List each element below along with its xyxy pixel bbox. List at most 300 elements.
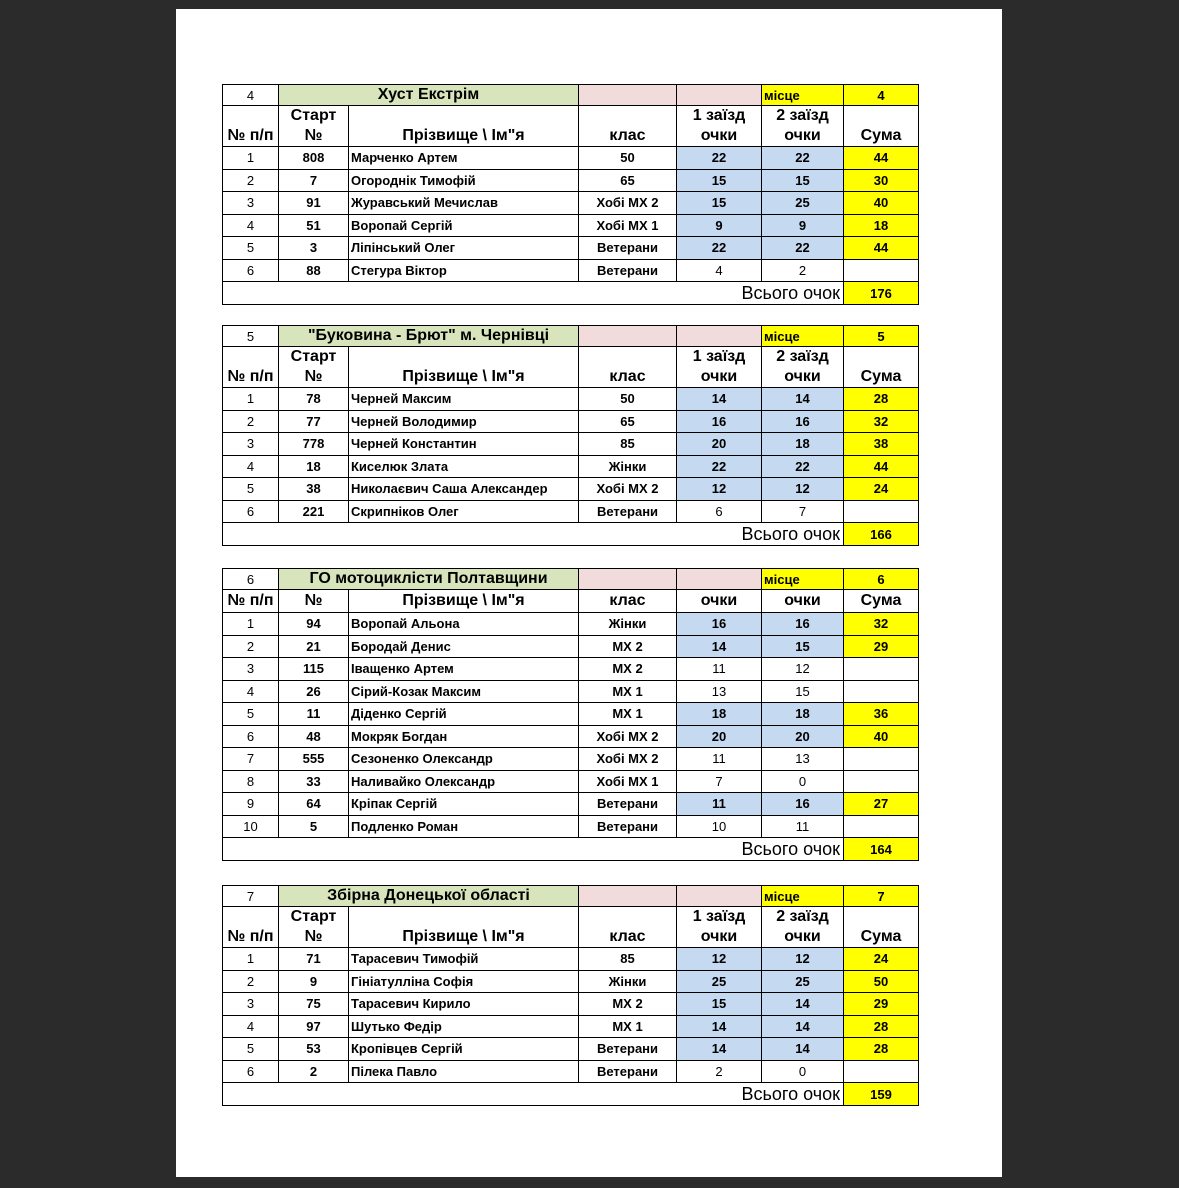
team-table bbox=[222, 84, 919, 305]
place-label: місце bbox=[762, 569, 844, 590]
start-number: 48 bbox=[279, 725, 349, 748]
start-number: 3 bbox=[279, 237, 349, 260]
col-header-idx: № п/п bbox=[223, 590, 279, 613]
total-row bbox=[223, 282, 919, 305]
rider-name: Діденко Сергій bbox=[349, 703, 579, 726]
rider-class: 50 bbox=[579, 388, 677, 411]
table-row bbox=[223, 680, 919, 703]
col-header-run1: 1 заїзд очки bbox=[677, 347, 762, 388]
column-header-row bbox=[223, 106, 919, 147]
start-number: 2 bbox=[279, 1060, 349, 1083]
sum-points: 40 bbox=[844, 725, 919, 748]
run1-points: 6 bbox=[677, 500, 762, 523]
row-index: 7 bbox=[223, 748, 279, 771]
col-header-run2: 2 заїзд очки bbox=[762, 106, 844, 147]
run1-points: 2 bbox=[677, 1060, 762, 1083]
table-row bbox=[223, 613, 919, 636]
rider-class: Хобі МХ 2 bbox=[579, 725, 677, 748]
col-header-run1: очки bbox=[677, 590, 762, 613]
table-row bbox=[223, 1038, 919, 1061]
run1-points: 9 bbox=[677, 214, 762, 237]
rider-name: Киселюк Злата bbox=[349, 455, 579, 478]
team-name: Хуст Екстрім bbox=[279, 85, 579, 106]
table-row bbox=[223, 478, 919, 501]
team-name: Збірна Донецької області bbox=[279, 886, 579, 907]
run1-points: 20 bbox=[677, 433, 762, 456]
document-page bbox=[176, 9, 1002, 1177]
start-number: 71 bbox=[279, 948, 349, 971]
rider-name: Наливайко Олександр bbox=[349, 770, 579, 793]
sum-points bbox=[844, 658, 919, 681]
start-number: 88 bbox=[279, 259, 349, 282]
rider-name: Кріпак Сергій bbox=[349, 793, 579, 816]
table-row bbox=[223, 237, 919, 260]
row-index: 2 bbox=[223, 169, 279, 192]
column-header-row bbox=[223, 590, 919, 613]
pink-cell bbox=[579, 886, 677, 907]
run1-points: 14 bbox=[677, 635, 762, 658]
run1-points: 22 bbox=[677, 455, 762, 478]
sum-points bbox=[844, 770, 919, 793]
start-number: 115 bbox=[279, 658, 349, 681]
rider-class: Жінки bbox=[579, 970, 677, 993]
rider-name: Черней Константин bbox=[349, 433, 579, 456]
rider-class: МХ 2 bbox=[579, 635, 677, 658]
rider-class: МХ 2 bbox=[579, 658, 677, 681]
table-row bbox=[223, 815, 919, 838]
rider-class: МХ 1 bbox=[579, 680, 677, 703]
total-value: 159 bbox=[844, 1083, 919, 1106]
row-index: 4 bbox=[223, 680, 279, 703]
total-value: 166 bbox=[844, 523, 919, 546]
sum-points: 32 bbox=[844, 613, 919, 636]
sum-points: 27 bbox=[844, 793, 919, 816]
rider-class: МХ 2 bbox=[579, 993, 677, 1016]
col-header-start: № bbox=[279, 590, 349, 613]
table-row bbox=[223, 388, 919, 411]
pink-cell bbox=[579, 326, 677, 347]
place-value: 7 bbox=[844, 886, 919, 907]
rider-class: 65 bbox=[579, 410, 677, 433]
run1-points: 11 bbox=[677, 748, 762, 771]
table-row bbox=[223, 169, 919, 192]
table-row bbox=[223, 214, 919, 237]
rider-name: Тарасевич Кирило bbox=[349, 993, 579, 1016]
rider-class: Жінки bbox=[579, 455, 677, 478]
team-number: 5 bbox=[223, 326, 279, 347]
run2-points: 25 bbox=[762, 192, 844, 215]
rider-class: Ветерани bbox=[579, 500, 677, 523]
team-name: "Буковина - Брют" м. Чернівці bbox=[279, 326, 579, 347]
row-index: 2 bbox=[223, 970, 279, 993]
run1-points: 10 bbox=[677, 815, 762, 838]
start-number: 97 bbox=[279, 1015, 349, 1038]
rider-name: Іващенко Артем bbox=[349, 658, 579, 681]
rider-name: Тарасевич Тимофій bbox=[349, 948, 579, 971]
start-number: 64 bbox=[279, 793, 349, 816]
run1-points: 13 bbox=[677, 680, 762, 703]
run1-points: 16 bbox=[677, 613, 762, 636]
team-name: ГО мотоциклісти Полтавщини bbox=[279, 569, 579, 590]
table-row bbox=[223, 993, 919, 1016]
run1-points: 11 bbox=[677, 793, 762, 816]
row-index: 5 bbox=[223, 478, 279, 501]
col-header-name: Прізвище \ Ім"я bbox=[349, 907, 579, 948]
rider-name: Стегура Віктор bbox=[349, 259, 579, 282]
pink-cell bbox=[677, 886, 762, 907]
start-number: 51 bbox=[279, 214, 349, 237]
rider-class: 85 bbox=[579, 433, 677, 456]
rider-class: Хобі МХ 2 bbox=[579, 748, 677, 771]
total-value: 176 bbox=[844, 282, 919, 305]
run2-points: 2 bbox=[762, 259, 844, 282]
run1-points: 14 bbox=[677, 388, 762, 411]
table-row bbox=[223, 703, 919, 726]
place-label: місце bbox=[762, 326, 844, 347]
sum-points: 28 bbox=[844, 388, 919, 411]
sum-points: 36 bbox=[844, 703, 919, 726]
rider-name: Кропівцев Сергій bbox=[349, 1038, 579, 1061]
start-number: 18 bbox=[279, 455, 349, 478]
rider-class: Ветерани bbox=[579, 1038, 677, 1061]
rider-name: Бородай Денис bbox=[349, 635, 579, 658]
run2-points: 15 bbox=[762, 680, 844, 703]
table-row bbox=[223, 455, 919, 478]
run2-points: 9 bbox=[762, 214, 844, 237]
team-header-row bbox=[223, 569, 919, 590]
run2-points: 15 bbox=[762, 169, 844, 192]
table-row bbox=[223, 635, 919, 658]
table-row bbox=[223, 1060, 919, 1083]
col-header-name: Прізвище \ Ім"я bbox=[349, 347, 579, 388]
row-index: 5 bbox=[223, 703, 279, 726]
table-row bbox=[223, 770, 919, 793]
sum-points: 28 bbox=[844, 1038, 919, 1061]
total-label: Всього очок bbox=[223, 523, 844, 546]
rider-class: Хобі МХ 2 bbox=[579, 478, 677, 501]
rider-class: МХ 1 bbox=[579, 703, 677, 726]
start-number: 78 bbox=[279, 388, 349, 411]
row-index: 1 bbox=[223, 613, 279, 636]
col-header-class: клас bbox=[579, 106, 677, 147]
rider-name: Черней Максим bbox=[349, 388, 579, 411]
team-table bbox=[222, 885, 919, 1106]
sum-points: 44 bbox=[844, 237, 919, 260]
run2-points: 13 bbox=[762, 748, 844, 771]
row-index: 5 bbox=[223, 1038, 279, 1061]
sum-points: 24 bbox=[844, 478, 919, 501]
rider-name: Воропай Альона bbox=[349, 613, 579, 636]
row-index: 4 bbox=[223, 214, 279, 237]
row-index: 1 bbox=[223, 948, 279, 971]
row-index: 1 bbox=[223, 147, 279, 170]
run1-points: 15 bbox=[677, 192, 762, 215]
rider-class: 85 bbox=[579, 948, 677, 971]
team-number: 4 bbox=[223, 85, 279, 106]
col-header-start: Старт № bbox=[279, 347, 349, 388]
col-header-start: Старт № bbox=[279, 907, 349, 948]
total-row bbox=[223, 1083, 919, 1106]
table-row bbox=[223, 500, 919, 523]
rider-class: Ветерани bbox=[579, 815, 677, 838]
row-index: 4 bbox=[223, 1015, 279, 1038]
row-index: 6 bbox=[223, 725, 279, 748]
sum-points: 38 bbox=[844, 433, 919, 456]
start-number: 778 bbox=[279, 433, 349, 456]
sum-points: 40 bbox=[844, 192, 919, 215]
rider-class: 50 bbox=[579, 147, 677, 170]
table-row bbox=[223, 192, 919, 215]
run1-points: 7 bbox=[677, 770, 762, 793]
run1-points: 22 bbox=[677, 237, 762, 260]
total-label: Всього очок bbox=[223, 282, 844, 305]
row-index: 5 bbox=[223, 237, 279, 260]
col-header-start: Старт № bbox=[279, 106, 349, 147]
run2-points: 16 bbox=[762, 793, 844, 816]
row-index: 3 bbox=[223, 433, 279, 456]
table-row bbox=[223, 147, 919, 170]
rider-class: Ветерани bbox=[579, 237, 677, 260]
sum-points bbox=[844, 1060, 919, 1083]
pink-cell bbox=[677, 326, 762, 347]
total-row bbox=[223, 523, 919, 546]
run2-points: 0 bbox=[762, 770, 844, 793]
rider-class: Хобі МХ 2 bbox=[579, 192, 677, 215]
row-index: 2 bbox=[223, 635, 279, 658]
run1-points: 14 bbox=[677, 1038, 762, 1061]
rider-name: Марченко Артем bbox=[349, 147, 579, 170]
run2-points: 22 bbox=[762, 237, 844, 260]
row-index: 3 bbox=[223, 192, 279, 215]
rider-class: Ветерани bbox=[579, 259, 677, 282]
run2-points: 14 bbox=[762, 388, 844, 411]
sum-points: 18 bbox=[844, 214, 919, 237]
col-header-class: клас bbox=[579, 907, 677, 948]
table-row bbox=[223, 948, 919, 971]
total-value: 164 bbox=[844, 838, 919, 861]
rider-class: Хобі МХ 1 bbox=[579, 214, 677, 237]
col-header-sum: Сума bbox=[844, 590, 919, 613]
row-index: 10 bbox=[223, 815, 279, 838]
team-header-row bbox=[223, 886, 919, 907]
row-index: 1 bbox=[223, 388, 279, 411]
table-row bbox=[223, 725, 919, 748]
place-value: 4 bbox=[844, 85, 919, 106]
run1-points: 12 bbox=[677, 478, 762, 501]
run2-points: 22 bbox=[762, 147, 844, 170]
run2-points: 18 bbox=[762, 433, 844, 456]
column-header-row bbox=[223, 907, 919, 948]
col-header-run1: 1 заїзд очки bbox=[677, 106, 762, 147]
rider-name: Николаєвич Саша Александер bbox=[349, 478, 579, 501]
col-header-sum: Сума bbox=[844, 106, 919, 147]
start-number: 21 bbox=[279, 635, 349, 658]
sum-points bbox=[844, 680, 919, 703]
rider-name: Подленко Роман bbox=[349, 815, 579, 838]
row-index: 6 bbox=[223, 259, 279, 282]
rider-name: Скрипніков Олег bbox=[349, 500, 579, 523]
sum-points bbox=[844, 815, 919, 838]
table-row bbox=[223, 410, 919, 433]
rider-class: 65 bbox=[579, 169, 677, 192]
start-number: 38 bbox=[279, 478, 349, 501]
rider-name: Шутько Федір bbox=[349, 1015, 579, 1038]
start-number: 5 bbox=[279, 815, 349, 838]
sum-points bbox=[844, 500, 919, 523]
sum-points: 32 bbox=[844, 410, 919, 433]
start-number: 9 bbox=[279, 970, 349, 993]
run2-points: 20 bbox=[762, 725, 844, 748]
run2-points: 14 bbox=[762, 1038, 844, 1061]
run2-points: 14 bbox=[762, 1015, 844, 1038]
sum-points: 50 bbox=[844, 970, 919, 993]
col-header-idx: № п/п bbox=[223, 347, 279, 388]
pink-cell bbox=[579, 569, 677, 590]
run2-points: 12 bbox=[762, 948, 844, 971]
sum-points: 29 bbox=[844, 993, 919, 1016]
row-index: 2 bbox=[223, 410, 279, 433]
column-header-row bbox=[223, 347, 919, 388]
sum-points: 24 bbox=[844, 948, 919, 971]
col-header-run2: очки bbox=[762, 590, 844, 613]
row-index: 3 bbox=[223, 658, 279, 681]
start-number: 77 bbox=[279, 410, 349, 433]
team-table bbox=[222, 568, 919, 861]
col-header-run2: 2 заїзд очки bbox=[762, 907, 844, 948]
row-index: 6 bbox=[223, 500, 279, 523]
place-label: місце bbox=[762, 886, 844, 907]
table-row bbox=[223, 793, 919, 816]
rider-name: Ліпінський Олег bbox=[349, 237, 579, 260]
team-header-row bbox=[223, 85, 919, 106]
team-header-row bbox=[223, 326, 919, 347]
start-number: 33 bbox=[279, 770, 349, 793]
run2-points: 7 bbox=[762, 500, 844, 523]
sum-points: 28 bbox=[844, 1015, 919, 1038]
row-index: 4 bbox=[223, 455, 279, 478]
col-header-run1: 1 заїзд очки bbox=[677, 907, 762, 948]
rider-name: Журавський Мечислав bbox=[349, 192, 579, 215]
run1-points: 20 bbox=[677, 725, 762, 748]
table-row bbox=[223, 1015, 919, 1038]
rider-class: МХ 1 bbox=[579, 1015, 677, 1038]
col-header-idx: № п/п bbox=[223, 907, 279, 948]
start-number: 94 bbox=[279, 613, 349, 636]
run1-points: 25 bbox=[677, 970, 762, 993]
run1-points: 11 bbox=[677, 658, 762, 681]
row-index: 8 bbox=[223, 770, 279, 793]
run2-points: 25 bbox=[762, 970, 844, 993]
col-header-class: клас bbox=[579, 347, 677, 388]
sum-points: 29 bbox=[844, 635, 919, 658]
run1-points: 22 bbox=[677, 147, 762, 170]
rider-name: Сезоненко Олександр bbox=[349, 748, 579, 771]
run1-points: 18 bbox=[677, 703, 762, 726]
table-row bbox=[223, 259, 919, 282]
col-header-sum: Сума bbox=[844, 907, 919, 948]
col-header-class: клас bbox=[579, 590, 677, 613]
pink-cell bbox=[677, 569, 762, 590]
team-number: 7 bbox=[223, 886, 279, 907]
rider-name: Пілека Павло bbox=[349, 1060, 579, 1083]
place-value: 5 bbox=[844, 326, 919, 347]
run2-points: 16 bbox=[762, 613, 844, 636]
run2-points: 16 bbox=[762, 410, 844, 433]
table-row bbox=[223, 748, 919, 771]
run2-points: 12 bbox=[762, 478, 844, 501]
start-number: 91 bbox=[279, 192, 349, 215]
run1-points: 4 bbox=[677, 259, 762, 282]
table-row bbox=[223, 970, 919, 993]
run1-points: 14 bbox=[677, 1015, 762, 1038]
start-number: 11 bbox=[279, 703, 349, 726]
start-number: 75 bbox=[279, 993, 349, 1016]
rider-name: Черней Володимир bbox=[349, 410, 579, 433]
pink-cell bbox=[677, 85, 762, 106]
start-number: 221 bbox=[279, 500, 349, 523]
start-number: 26 bbox=[279, 680, 349, 703]
run2-points: 15 bbox=[762, 635, 844, 658]
total-label: Всього очок bbox=[223, 838, 844, 861]
rider-class: Ветерани bbox=[579, 793, 677, 816]
run2-points: 14 bbox=[762, 993, 844, 1016]
run1-points: 16 bbox=[677, 410, 762, 433]
place-label: місце bbox=[762, 85, 844, 106]
pink-cell bbox=[579, 85, 677, 106]
run2-points: 11 bbox=[762, 815, 844, 838]
total-row bbox=[223, 838, 919, 861]
start-number: 555 bbox=[279, 748, 349, 771]
team-number: 6 bbox=[223, 569, 279, 590]
rider-class: Жінки bbox=[579, 613, 677, 636]
rider-name: Огороднік Тимофій bbox=[349, 169, 579, 192]
run1-points: 15 bbox=[677, 169, 762, 192]
row-index: 3 bbox=[223, 993, 279, 1016]
run2-points: 0 bbox=[762, 1060, 844, 1083]
col-header-name: Прізвище \ Ім"я bbox=[349, 106, 579, 147]
table-row bbox=[223, 658, 919, 681]
start-number: 7 bbox=[279, 169, 349, 192]
sum-points bbox=[844, 259, 919, 282]
run2-points: 22 bbox=[762, 455, 844, 478]
sum-points: 44 bbox=[844, 455, 919, 478]
total-label: Всього очок bbox=[223, 1083, 844, 1106]
run1-points: 15 bbox=[677, 993, 762, 1016]
col-header-idx: № п/п bbox=[223, 106, 279, 147]
rider-name: Сірий-Козак Максим bbox=[349, 680, 579, 703]
row-index: 6 bbox=[223, 1060, 279, 1083]
sum-points: 30 bbox=[844, 169, 919, 192]
rider-name: Гініатулліна Софія bbox=[349, 970, 579, 993]
rider-name: Мокряк Богдан bbox=[349, 725, 579, 748]
place-value: 6 bbox=[844, 569, 919, 590]
row-index: 9 bbox=[223, 793, 279, 816]
team-table bbox=[222, 325, 919, 546]
rider-name: Воропай Сергій bbox=[349, 214, 579, 237]
sum-points: 44 bbox=[844, 147, 919, 170]
run2-points: 18 bbox=[762, 703, 844, 726]
start-number: 53 bbox=[279, 1038, 349, 1061]
col-header-run2: 2 заїзд очки bbox=[762, 347, 844, 388]
rider-class: Хобі МХ 1 bbox=[579, 770, 677, 793]
start-number: 808 bbox=[279, 147, 349, 170]
run1-points: 12 bbox=[677, 948, 762, 971]
table-row bbox=[223, 433, 919, 456]
sum-points bbox=[844, 748, 919, 771]
col-header-sum: Сума bbox=[844, 347, 919, 388]
rider-class: Ветерани bbox=[579, 1060, 677, 1083]
col-header-name: Прізвище \ Ім"я bbox=[349, 590, 579, 613]
